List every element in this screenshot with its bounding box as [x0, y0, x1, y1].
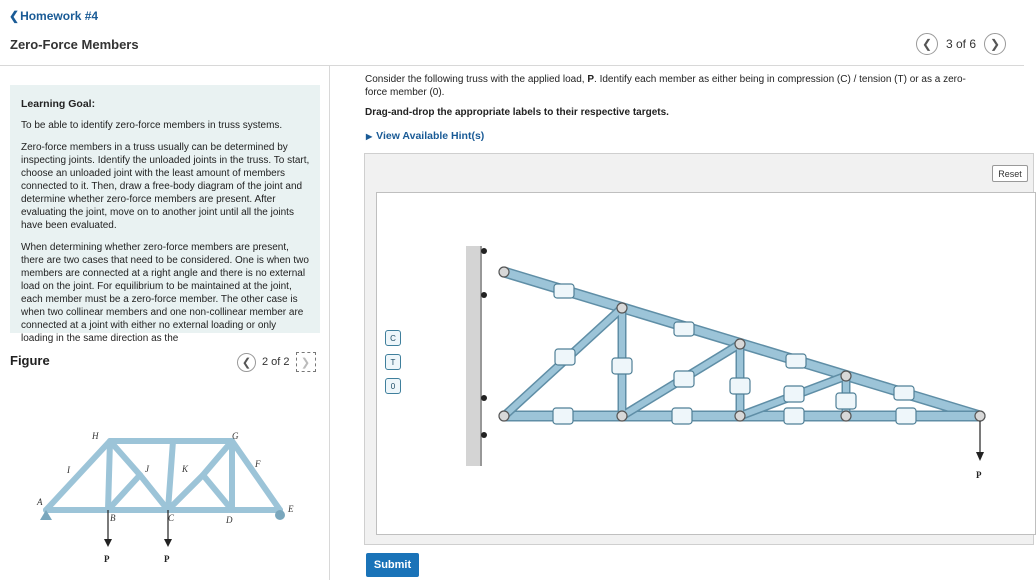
drop-target[interactable] [786, 354, 806, 368]
joint-label-c: C [168, 513, 175, 523]
load-label-p: P [104, 554, 110, 564]
drop-target[interactable] [894, 386, 914, 400]
question-prompt-text: . Identify each member as either being in compression (C) / tension (T) or as a zero-force member (0). [365, 74, 966, 98]
drop-target[interactable] [612, 358, 632, 374]
chevron-left-icon: ❮ [921, 37, 932, 51]
drop-target[interactable] [836, 393, 856, 409]
learning-goal-panel[interactable] [10, 85, 320, 344]
figure-pager [237, 352, 316, 372]
learning-goal-heading: Learning Goal: [21, 98, 96, 110]
drag-drop-instruction: Drag-and-drop the appropriate labels to their respective targets. [365, 107, 669, 118]
chevron-right-icon: ❯ [989, 37, 1001, 51]
joint-label-f: F [255, 459, 261, 469]
previous-item-button[interactable] [916, 33, 938, 55]
figure-truss-diagram [28, 425, 308, 570]
reset-button[interactable]: Reset [992, 165, 1028, 182]
joint-label-b: B [110, 513, 116, 523]
chevron-left-icon: ❮ [9, 9, 20, 23]
drop-target[interactable] [674, 322, 694, 336]
next-figure-button[interactable] [296, 352, 316, 372]
drop-target[interactable] [784, 386, 804, 402]
draggable-label-c[interactable]: C [385, 330, 401, 346]
column-divider [329, 66, 330, 580]
question-prompt-load: P [587, 74, 595, 85]
drop-target[interactable] [730, 378, 750, 394]
submit-button[interactable]: Submit [366, 553, 419, 577]
item-pager [916, 33, 1006, 55]
question-prompt [365, 73, 975, 99]
joint-label-k: K [182, 464, 189, 474]
figure-heading: Figure [10, 353, 50, 368]
load-label-p: P [976, 470, 982, 480]
figure-pager-text: 2 of 2 [262, 356, 290, 368]
caret-right-icon: ▶ [366, 132, 373, 141]
drop-target[interactable] [784, 408, 804, 424]
joint-label-h: H [92, 431, 99, 441]
drop-target[interactable] [553, 408, 573, 424]
back-to-homework-link[interactable] [9, 9, 98, 23]
back-link-label: Homework #4 [20, 9, 99, 23]
draggable-label-zero[interactable]: 0 [385, 378, 401, 394]
learning-goal-paragraph: When determining whether zero-force members are present, there are two cases that need to be considered. One is when two members are connected at a right angle and there is no external load on the joint. For equilibrium to be maintained at the joint, each member must be a zero-force member. The other case is when two collinear members and one non-collinear member are connected at a joint with either no external loading or only loading in the same direction as the [21, 242, 309, 344]
joint-label-g: G [232, 431, 239, 441]
drop-target[interactable] [554, 284, 574, 298]
learning-goal-paragraph: Zero-force members in a truss usually can be determined by inspecting joints. Identify the unloaded joints in the truss. To start, choose an unloaded joint with the least amount of members connected to it. Then, draw a free-body diagram of the joint and determine whether zero-force members are present. After evaluating the joint, move on to another joint until all the joints have been evaluated. [21, 142, 310, 231]
drop-target[interactable] [674, 371, 694, 387]
joint-label-a: A [37, 497, 43, 507]
chevron-left-icon: ❮ [241, 356, 252, 369]
joint-label-i: I [67, 465, 70, 475]
question-truss-diagram [460, 238, 1000, 488]
header-divider [0, 65, 1024, 66]
drop-target[interactable] [555, 349, 575, 365]
question-prompt-text: Consider the following truss with the applied load, [365, 74, 588, 85]
drop-target[interactable] [896, 408, 916, 424]
draggable-label-t[interactable]: T [385, 354, 401, 370]
page-title: Zero-Force Members [10, 37, 139, 52]
chevron-right-icon: ❯ [300, 356, 311, 369]
joint-label-j: J [145, 464, 149, 474]
previous-figure-button[interactable] [237, 353, 256, 372]
drop-target[interactable] [672, 408, 692, 424]
view-hints-label: View Available Hint(s) [376, 130, 485, 142]
learning-goal-paragraph: To be able to identify zero-force members in truss systems. [21, 120, 283, 131]
view-hints-toggle[interactable] [366, 130, 484, 142]
load-label-p: P [164, 554, 170, 564]
joint-label-d: D [226, 515, 233, 525]
item-pager-text: 3 of 6 [945, 37, 976, 51]
next-item-button[interactable] [984, 33, 1006, 55]
joint-label-e: E [288, 504, 294, 514]
